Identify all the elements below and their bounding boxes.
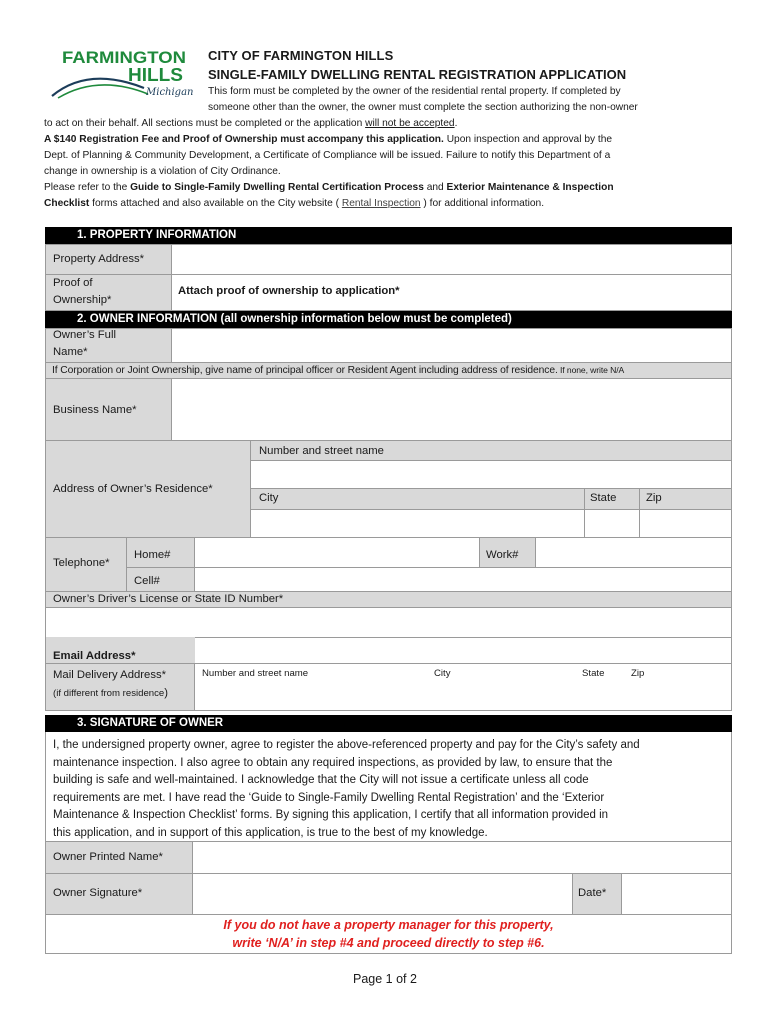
business-name-input[interactable] (171, 378, 732, 441)
email-text: Email Address* (53, 650, 136, 662)
date-text: Date* (578, 887, 607, 899)
logo-script: Michigan (146, 87, 194, 98)
work-phone-input[interactable] (535, 537, 732, 568)
proof-ownership-text: Ownership* (53, 294, 112, 306)
signature-statement-line: building is safe and well-maintained. I acknowledge that the City will not issue a certificate unless all code (53, 774, 589, 786)
mail-zip-caption: Zip (631, 668, 645, 679)
printed-name-text: Owner Printed Name* (53, 851, 163, 863)
rental-inspection-link[interactable]: Rental Inspection (341, 198, 421, 209)
mail-delivery-text: Mail Delivery Address* (53, 669, 167, 681)
signature-statement-line: Maintenance & Inspection Checklist’ forms. By signing this application, I certify that all information provided in (53, 809, 609, 821)
mail-city-caption: City (434, 668, 451, 679)
business-name-text: Business Name* (53, 404, 137, 416)
residence-street-input[interactable] (250, 460, 732, 489)
mail-delivery-note: (if different from residence) (53, 687, 169, 699)
zip-caption-text: Zip (646, 492, 662, 504)
form-title-city: CITY OF FARMINGTON HILLS (208, 48, 394, 63)
property-address-input[interactable] (171, 244, 732, 275)
signature-statement-line: this application, and in support of this application, is true to the best of my knowledge. (53, 826, 488, 839)
proof-ownership-text: Proof of (53, 277, 93, 289)
intro-line: Please refer to the Guide to Single-Family Dwelling Rental Certification Process and Exterior Maintenance & Inspection (44, 182, 614, 193)
home-phone-text: Home# (134, 549, 171, 561)
cell-phone-input[interactable] (194, 567, 732, 592)
residence-zip-input[interactable] (639, 509, 732, 538)
work-phone-text: Work# (486, 549, 519, 561)
owner-name-text: Name* (53, 346, 88, 358)
logo-line1: FARMINGTON (62, 48, 186, 67)
property-address-text: Property Address* (53, 253, 145, 265)
corporation-note: If Corporation or Joint Ownership, give name of principal officer or Resident Agent including address of residence. If none, write N/A (52, 365, 625, 376)
property-manager-notice: write ‘N/A’ in step #4 and proceed directly to step #6. (232, 936, 545, 950)
not-accepted-text: will not be accepted (365, 118, 455, 129)
signature-statement-line: maintenance inspection. I also agree to obtain any required inspections, as provided by law, to ensure that the (53, 756, 613, 769)
owner-name-text: Owner’s Full (53, 329, 116, 341)
residence-city-input[interactable] (250, 509, 585, 538)
signature-statement-line: requirements are met. I have read the ‘Guide to Single-Family Dwelling Rental Registration’ and the ‘Exterior (53, 791, 605, 804)
signature-input[interactable] (192, 873, 573, 915)
state-caption-text: State (590, 492, 617, 504)
residence-text: Address of Owner’s Residence* (53, 483, 213, 495)
page-number: Page 1 of 2 (353, 972, 417, 986)
signature-text: Owner Signature* (53, 887, 143, 899)
mail-street-caption: Number and street name (202, 668, 309, 679)
logo-swoosh-green (58, 85, 148, 98)
signature-statement-line: I, the undersigned property owner, agree to register the above-referenced property and pay for the City’s safety and (53, 739, 640, 751)
form-title: SINGLE-FAMILY DWELLING RENTAL REGISTRATION APPLICATION (208, 67, 627, 82)
cell-phone-text: Cell# (134, 575, 160, 587)
date-input[interactable] (621, 873, 732, 915)
intro-line: Dept. of Planning & Community Development, a Certificate of Compliance will be issued. Failure to notify this Department of a (44, 150, 611, 161)
intro-line: Checklist forms attached and also available on the City website ( Rental Inspection ) for additional information. (44, 198, 545, 209)
intro-line: change in ownership is a violation of City Ordinance. (44, 166, 281, 177)
logo-line2: HILLS (128, 65, 183, 85)
section-owner-information: 2. OWNER INFORMATION (all ownership information below must be completed) (45, 311, 732, 328)
intro-line: This form must be completed by the owner of the residential rental property. If completed by (208, 86, 621, 97)
license-input[interactable] (45, 607, 732, 638)
intro-line: someone other than the owner, the owner must complete the section authorizing the non-owner (208, 102, 638, 113)
intro-line: to act on their behalf. All sections must be completed or the application will not be accepted. (44, 118, 458, 129)
farmington-hills-logo (48, 44, 196, 102)
intro-line: A $140 Registration Fee and Proof of Ownership must accompany this application. Upon inspection and approval by the (44, 134, 613, 145)
city-caption (250, 488, 585, 510)
street-caption-text: Number and street name (259, 445, 384, 457)
telephone-text: Telephone* (53, 557, 110, 569)
attach-proof-text: Attach proof of ownership to application* (178, 285, 400, 297)
home-phone-input[interactable] (194, 537, 480, 568)
section-property-information: 1. PROPERTY INFORMATION (45, 227, 732, 244)
property-manager-notice: If you do not have a property manager for this property, (223, 918, 554, 932)
city-caption-text: City (259, 492, 279, 504)
owner-name-input[interactable] (171, 328, 732, 363)
fee-notice: A $140 Registration Fee and Proof of Ownership must accompany this application. (44, 134, 444, 145)
printed-name-input[interactable] (192, 841, 732, 874)
mail-state-caption: State (582, 668, 605, 679)
section-signature-of-owner: 3. SIGNATURE OF OWNER (45, 715, 732, 732)
residence-state-input[interactable] (584, 509, 640, 538)
license-text: Owner’s Driver’s License or State ID Number* (53, 593, 284, 605)
